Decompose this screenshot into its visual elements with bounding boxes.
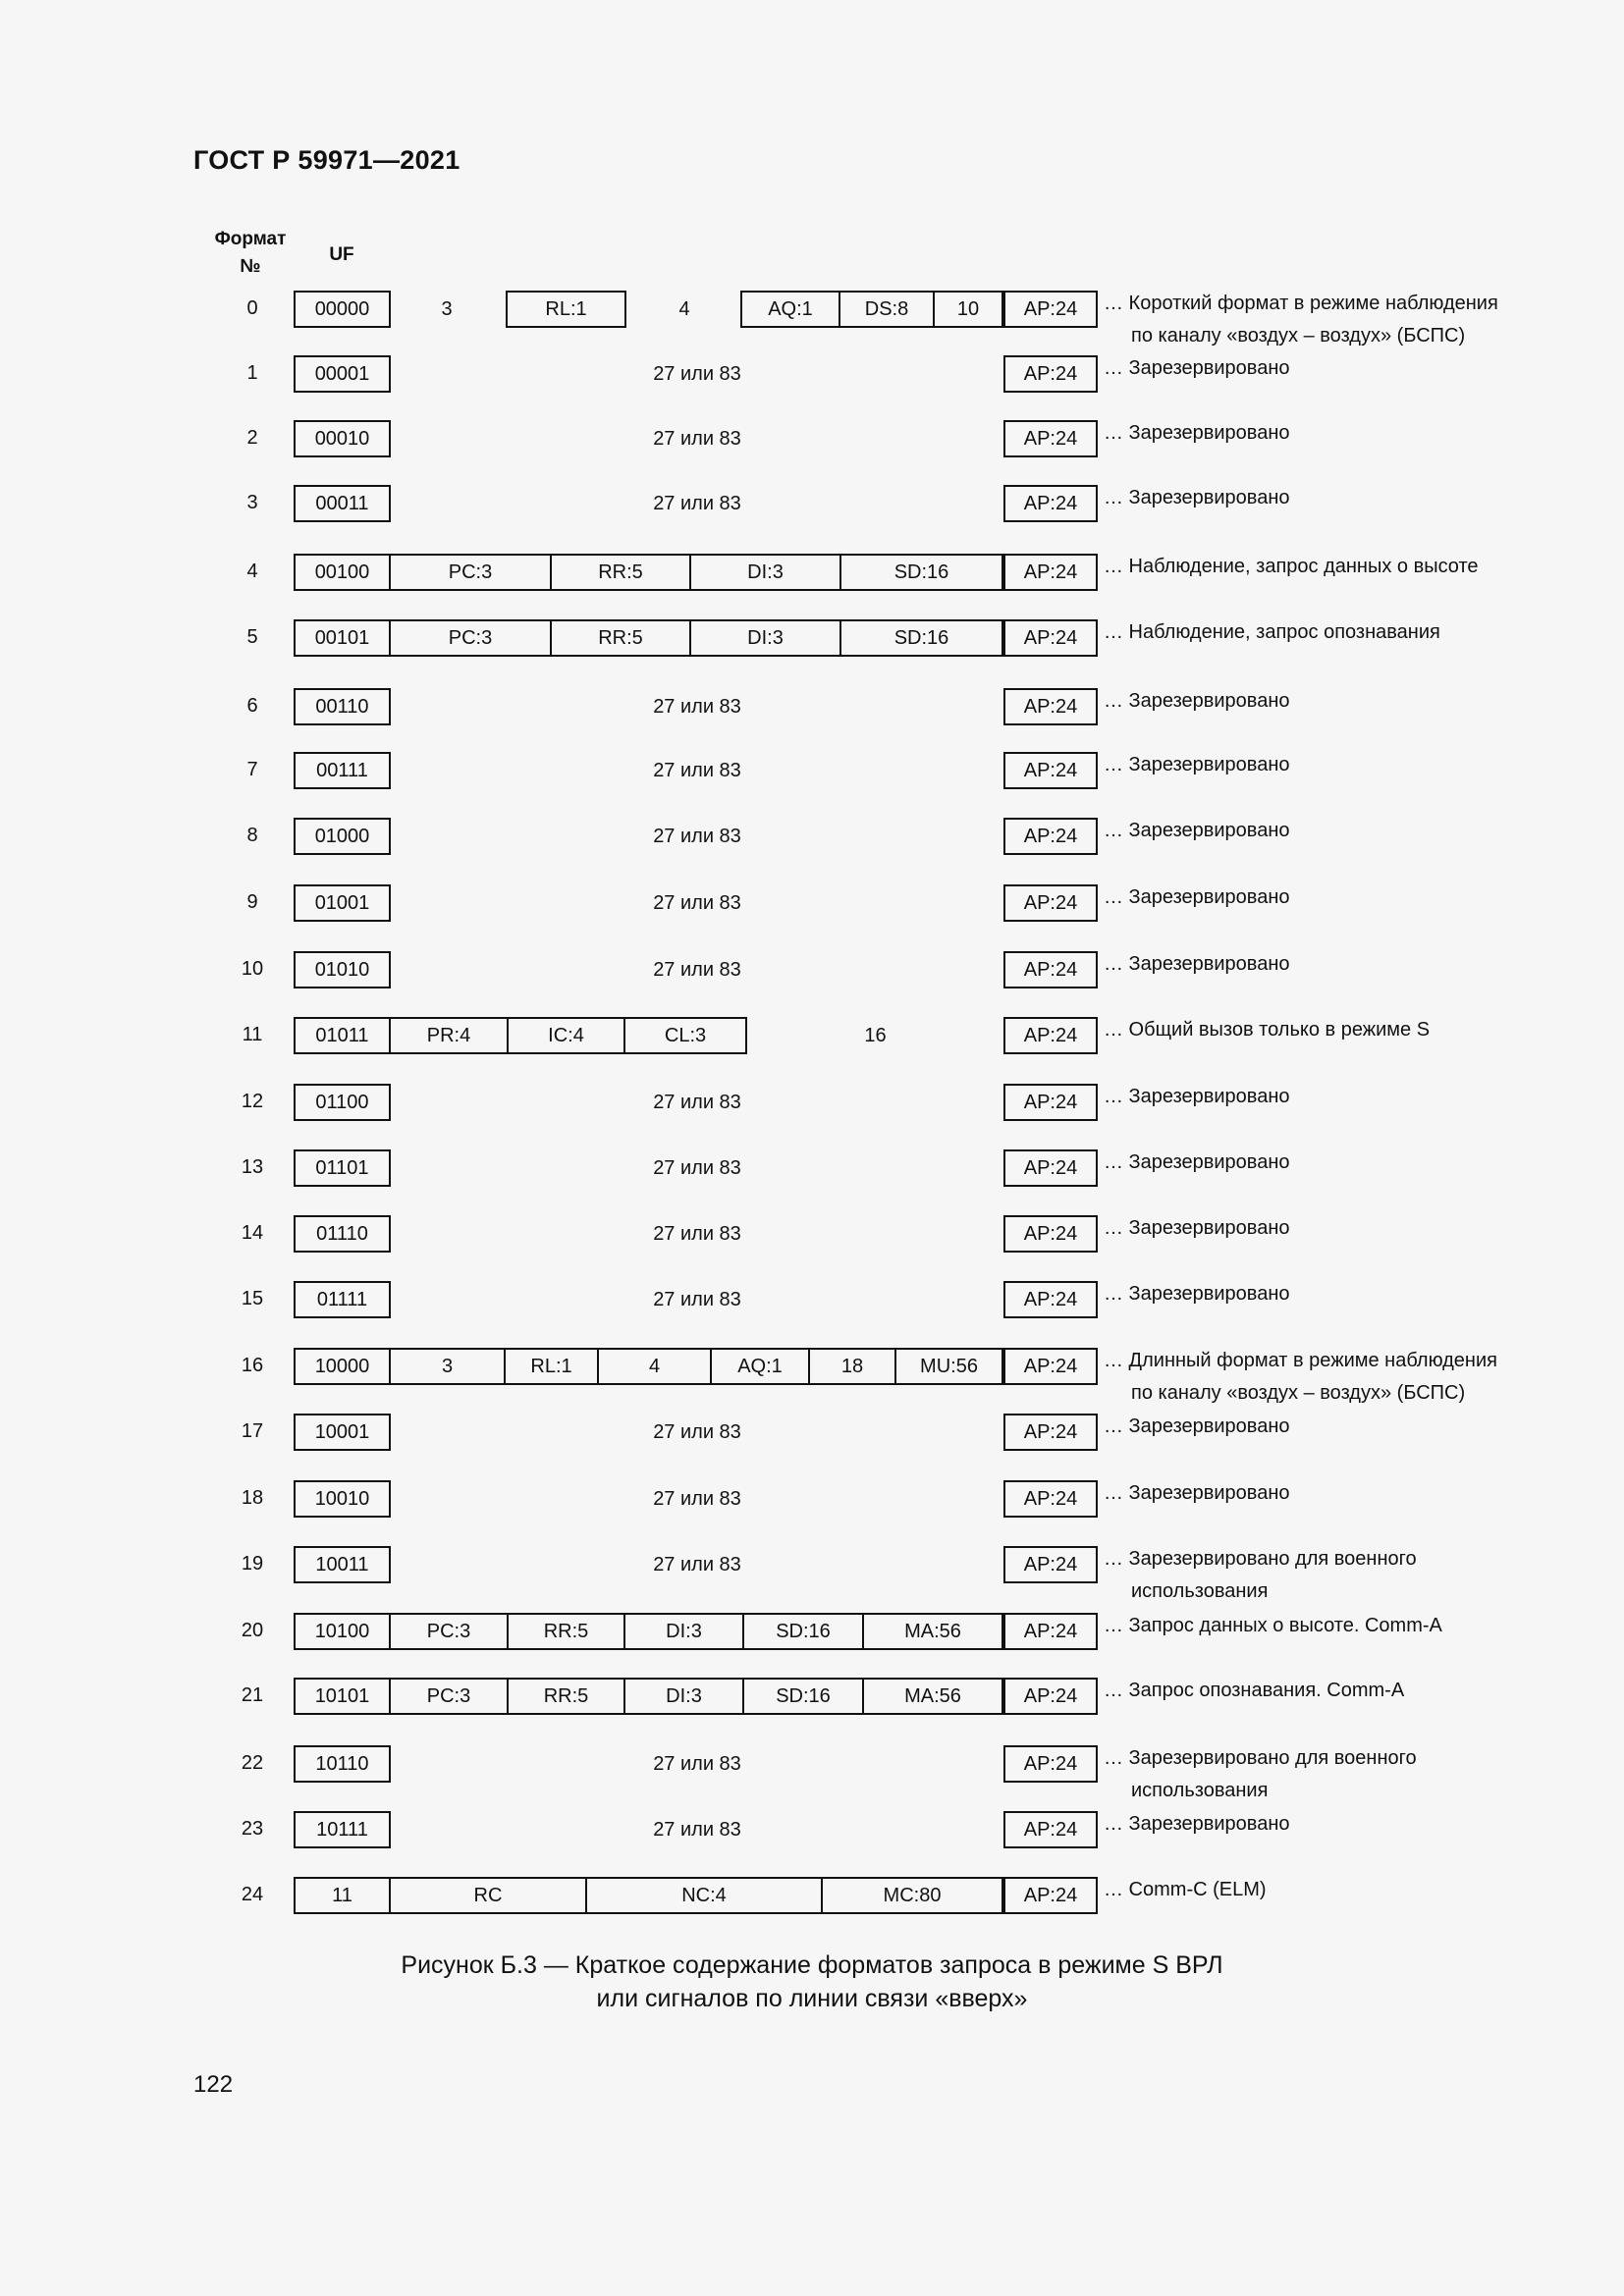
format-number: 12 — [241, 1091, 264, 1112]
format-description-line: … Зарезервировано для военного — [1104, 1747, 1417, 1769]
format-description-line: … Зарезервировано — [1104, 1086, 1290, 1107]
format-description-line: … Зарезервировано — [1104, 487, 1290, 508]
format-description-line: … Зарезервировано — [1104, 1813, 1290, 1835]
format-description-line: … Зарезервировано — [1104, 1283, 1290, 1305]
uf-field: 10000 — [294, 1348, 391, 1385]
bit-field: MA:56 — [862, 1613, 1003, 1650]
format-description-line: использования — [1131, 1780, 1269, 1801]
format-description — [1104, 1212, 1290, 1245]
format-description — [1104, 948, 1290, 981]
bit-count-label: 27 или 83 — [653, 1288, 741, 1310]
bit-field: PC:3 — [389, 554, 552, 591]
bit-field: DI:3 — [689, 619, 841, 657]
bit-field: AQ:1 — [740, 291, 840, 328]
format-description-line: … Зарезервировано — [1104, 1415, 1290, 1437]
format-number: 2 — [246, 427, 258, 449]
format-number: 20 — [241, 1620, 264, 1641]
format-description — [1104, 1543, 1417, 1608]
format-description-line: … Запрос опознавания. Comm-A — [1104, 1680, 1405, 1701]
uf-field: 01110 — [294, 1215, 391, 1253]
ap-field: AP:24 — [1003, 291, 1098, 328]
bit-count-label: 27 или 83 — [653, 1752, 741, 1775]
bit-field: 10 — [933, 291, 1003, 328]
bit-field: DS:8 — [839, 291, 935, 328]
ap-field: AP:24 — [1003, 1546, 1098, 1583]
uf-field: 01101 — [294, 1149, 391, 1187]
column-header-format-no-text: Формат № — [214, 229, 287, 277]
bit-count-label: 27 или 83 — [653, 492, 741, 514]
ap-field: AP:24 — [1003, 1811, 1098, 1848]
ap-field: AP:24 — [1003, 951, 1098, 988]
bit-count-label: 27 или 83 — [653, 891, 741, 914]
bit-count-label: 3 — [441, 297, 453, 320]
bit-field: PC:3 — [389, 619, 552, 657]
ap-field: AP:24 — [1003, 619, 1098, 657]
uf-field: 00110 — [294, 688, 391, 725]
format-description — [1104, 749, 1290, 781]
format-number: 0 — [246, 297, 258, 319]
bit-field: RR:5 — [550, 619, 691, 657]
uf-field: 10010 — [294, 1480, 391, 1518]
format-description-line: … Comm-C (ELM) — [1104, 1879, 1267, 1900]
format-description — [1104, 1014, 1430, 1046]
format-description-line: … Зарезервировано для военного — [1104, 1548, 1417, 1570]
bit-field: RR:5 — [507, 1613, 625, 1650]
uf-field: 00111 — [294, 752, 391, 789]
uf-field: 00011 — [294, 485, 391, 522]
bit-field: MC:80 — [821, 1877, 1003, 1914]
uf-field: 01000 — [294, 818, 391, 855]
format-number: 21 — [241, 1684, 264, 1706]
format-description — [1104, 1808, 1290, 1841]
uf-field: 01001 — [294, 884, 391, 922]
bit-field: IC:4 — [507, 1017, 625, 1054]
format-number: 3 — [246, 492, 258, 513]
uf-field: 01011 — [294, 1017, 391, 1054]
format-description — [1104, 1411, 1290, 1443]
ap-field: AP:24 — [1003, 818, 1098, 855]
uf-field: 00010 — [294, 420, 391, 457]
format-number: 14 — [241, 1222, 264, 1244]
bit-count-label: 27 или 83 — [653, 1420, 741, 1443]
format-description-line: … Зарезервировано — [1104, 1151, 1290, 1173]
bit-count-label: 27 или 83 — [653, 1818, 741, 1841]
format-number: 23 — [241, 1818, 264, 1840]
bit-count-label: 27 или 83 — [653, 1222, 741, 1245]
format-description — [1104, 551, 1479, 583]
uf-field: 10101 — [294, 1678, 391, 1715]
format-number: 4 — [246, 561, 258, 582]
bit-count-label: 27 или 83 — [653, 1091, 741, 1113]
format-description-line: … Наблюдение, запрос опознавания — [1104, 621, 1440, 643]
format-description-line: … Длинный формат в режиме наблюдения — [1104, 1350, 1497, 1371]
ap-field: AP:24 — [1003, 1678, 1098, 1715]
figure-caption — [0, 1949, 1624, 2015]
bit-count-label: 27 или 83 — [653, 1487, 741, 1510]
format-description — [1104, 482, 1290, 514]
bit-field: MU:56 — [894, 1348, 1003, 1385]
bit-field: SD:16 — [839, 619, 1003, 657]
format-description-line: … Зарезервировано — [1104, 1217, 1290, 1239]
format-description-line: … Зарезервировано — [1104, 953, 1290, 975]
format-description-line: по каналу «воздух – воздух» (БСПС) — [1131, 1382, 1466, 1404]
format-description — [1104, 288, 1498, 352]
column-header-uf: UF — [329, 244, 354, 265]
format-description-line: … Зарезервировано — [1104, 1482, 1290, 1504]
bit-count-label: 27 или 83 — [653, 1156, 741, 1179]
bit-field: RR:5 — [507, 1678, 625, 1715]
ap-field: AP:24 — [1003, 1149, 1098, 1187]
bit-field: RC — [389, 1877, 587, 1914]
uf-field: 11 — [294, 1877, 391, 1914]
format-number: 5 — [246, 626, 258, 648]
ap-field: AP:24 — [1003, 1745, 1098, 1783]
bit-field: 18 — [808, 1348, 896, 1385]
format-description-line: … Наблюдение, запрос данных о высоте — [1104, 556, 1479, 577]
bit-field: NC:4 — [585, 1877, 823, 1914]
format-description — [1104, 417, 1290, 450]
bit-count-label: 27 или 83 — [653, 427, 741, 450]
uf-field: 01010 — [294, 951, 391, 988]
format-description — [1104, 685, 1290, 718]
format-number: 9 — [246, 891, 258, 913]
uf-field: 01100 — [294, 1084, 391, 1121]
format-number: 18 — [241, 1487, 264, 1509]
bit-field: 3 — [389, 1348, 506, 1385]
format-number: 17 — [241, 1420, 264, 1442]
bit-count-label: 16 — [864, 1024, 887, 1046]
format-number: 8 — [246, 825, 258, 846]
format-description — [1104, 1610, 1442, 1642]
format-number: 11 — [242, 1024, 263, 1045]
ap-field: AP:24 — [1003, 1215, 1098, 1253]
bit-field: SD:16 — [839, 554, 1003, 591]
format-description-line: по каналу «воздух – воздух» (БСПС) — [1131, 325, 1466, 347]
format-number: 13 — [241, 1156, 264, 1178]
format-number: 10 — [241, 958, 264, 980]
bit-count-label: 27 или 83 — [653, 825, 741, 847]
bit-count-label: 4 — [678, 297, 690, 320]
uf-field: 10111 — [294, 1811, 391, 1848]
ap-field: AP:24 — [1003, 1348, 1098, 1385]
bit-count-label: 27 или 83 — [653, 695, 741, 718]
format-description — [1104, 815, 1290, 847]
ap-field: AP:24 — [1003, 554, 1098, 591]
uf-field: 10110 — [294, 1745, 391, 1783]
column-header-format-no — [206, 226, 295, 281]
ap-field: AP:24 — [1003, 1480, 1098, 1518]
bit-count-label: 27 или 83 — [653, 1553, 741, 1575]
format-description-line: … Зарезервировано — [1104, 357, 1290, 379]
uf-field: 10001 — [294, 1414, 391, 1451]
format-description-line: использования — [1131, 1580, 1269, 1602]
bit-field: PC:3 — [389, 1678, 509, 1715]
format-description — [1104, 881, 1290, 914]
format-description — [1104, 1874, 1267, 1906]
format-description — [1104, 1147, 1290, 1179]
figure-caption-line-2: или сигналов по линии связи «вверх» — [596, 1985, 1028, 2012]
format-description-line: … Запрос данных о высоте. Comm-A — [1104, 1615, 1442, 1636]
format-description-line: … Зарезервировано — [1104, 754, 1290, 775]
ap-field: AP:24 — [1003, 1877, 1098, 1914]
bit-field: RL:1 — [504, 1348, 599, 1385]
format-number: 1 — [246, 362, 258, 384]
format-number: 22 — [241, 1752, 264, 1774]
bit-field: CL:3 — [623, 1017, 747, 1054]
format-description — [1104, 1081, 1290, 1113]
bit-field: 4 — [597, 1348, 712, 1385]
format-description — [1104, 616, 1440, 649]
bit-field: SD:16 — [742, 1678, 864, 1715]
format-description — [1104, 1278, 1290, 1310]
format-description — [1104, 352, 1290, 385]
figure-caption-line-1: Рисунок Б.3 — Краткое содержание форматов запроса в режиме S ВРЛ — [401, 1951, 1223, 1979]
bit-field: DI:3 — [623, 1613, 744, 1650]
ap-field: AP:24 — [1003, 1017, 1098, 1054]
uf-field: 10011 — [294, 1546, 391, 1583]
bit-count-label: 27 или 83 — [653, 759, 741, 781]
document-title: ГОСТ Р 59971—2021 — [193, 145, 460, 175]
format-description-line: … Зарезервировано — [1104, 820, 1290, 841]
bit-count-label: 27 или 83 — [653, 362, 741, 385]
page-number: 122 — [193, 2071, 234, 2098]
format-description — [1104, 1345, 1497, 1410]
bit-field: AQ:1 — [710, 1348, 810, 1385]
ap-field: AP:24 — [1003, 485, 1098, 522]
bit-field: DI:3 — [689, 554, 841, 591]
format-description-line: … Зарезервировано — [1104, 690, 1290, 712]
bit-field: MA:56 — [862, 1678, 1003, 1715]
format-description — [1104, 1675, 1404, 1707]
format-description — [1104, 1477, 1290, 1510]
ap-field: AP:24 — [1003, 1414, 1098, 1451]
bit-field: RR:5 — [550, 554, 691, 591]
uf-field: 00001 — [294, 355, 391, 393]
ap-field: AP:24 — [1003, 884, 1098, 922]
format-description — [1104, 1742, 1417, 1807]
bit-count-label: 27 или 83 — [653, 958, 741, 981]
format-number: 16 — [241, 1355, 264, 1376]
ap-field: AP:24 — [1003, 1613, 1098, 1650]
format-number: 15 — [241, 1288, 264, 1309]
ap-field: AP:24 — [1003, 1281, 1098, 1318]
ap-field: AP:24 — [1003, 688, 1098, 725]
format-description-line: … Зарезервировано — [1104, 422, 1290, 444]
uf-field: 10100 — [294, 1613, 391, 1650]
ap-field: AP:24 — [1003, 420, 1098, 457]
ap-field: AP:24 — [1003, 752, 1098, 789]
format-number: 24 — [241, 1884, 264, 1905]
format-description-line: … Общий вызов только в режиме S — [1104, 1019, 1431, 1041]
uf-field: 00101 — [294, 619, 391, 657]
uf-field: 00000 — [294, 291, 391, 328]
format-number: 7 — [246, 759, 258, 780]
format-number: 19 — [241, 1553, 264, 1575]
bit-field: RL:1 — [506, 291, 626, 328]
uf-field: 00100 — [294, 554, 391, 591]
ap-field: AP:24 — [1003, 1084, 1098, 1121]
format-description-line: … Зарезервировано — [1104, 886, 1290, 908]
ap-field: AP:24 — [1003, 355, 1098, 393]
format-description-line: … Короткий формат в режиме наблюдения — [1104, 293, 1498, 314]
bit-field: DI:3 — [623, 1678, 744, 1715]
bit-field: PC:3 — [389, 1613, 509, 1650]
bit-field: SD:16 — [742, 1613, 864, 1650]
bit-field: PR:4 — [389, 1017, 509, 1054]
format-number: 6 — [246, 695, 258, 717]
uf-field: 01111 — [294, 1281, 391, 1318]
